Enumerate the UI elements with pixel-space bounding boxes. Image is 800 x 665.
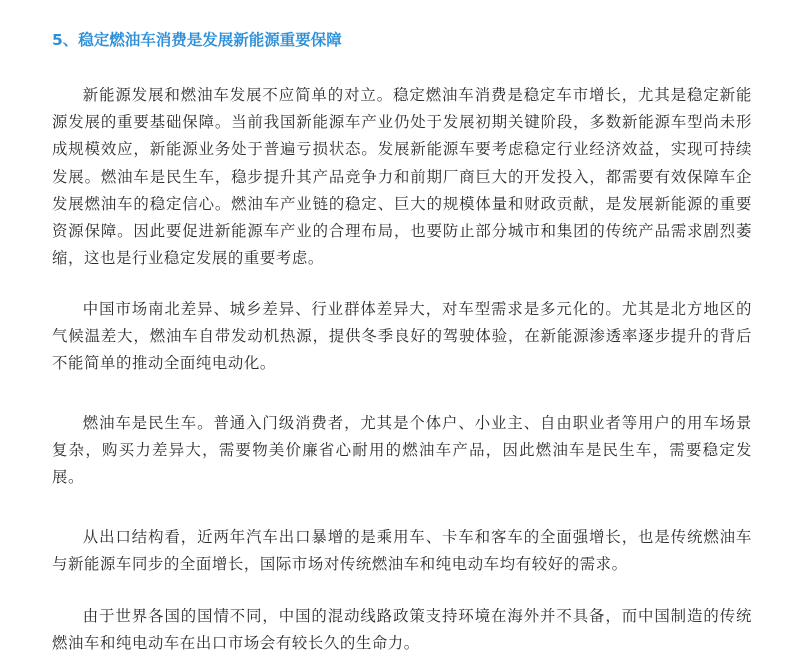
paragraph-people-car: 燃油车是民生车。普通入门级消费者，尤其是个体户、小业主、自由职业者等用户的用车场景复杂，购买力差异大，需要物美价廉省心耐用的燃油车产品，因此燃油车是民生车，需要稳定发展。 (52, 414, 752, 487)
section-heading: 5、稳定燃油车消费是发展新能源重要保障 (52, 31, 342, 49)
paragraph-regional-differences: 中国市场南北差异、城乡差异、行业群体差异大，对车型需求是多元化的。尤其是北方地区的气候温差大，燃油车自带发动机热源，提供冬季良好的驾驶体验，在新能源渗透率逐步提升的背后不能简单的推动全面纯电动化。 (52, 300, 752, 373)
paragraph-export-structure: 从出口结构看，近两年汽车出口暴增的是乘用车、卡车和客车的全面强增长，也是传统燃油车与新能源车同步的全面增长，国际市场对传统燃油车和纯电动车均有较好的需求。 (52, 528, 752, 574)
paragraph-fuel-vs-new-energy: 新能源发展和燃油车发展不应简单的对立。稳定燃油车消费是稳定车市增长，尤其是稳定新能源发展的重要基础保障。当前我国新能源车产业仍处于发展初期关键阶段，多数新能源车型尚未形成规模效应，新能源业务处于普遍亏损状态。发展新能源车要考虑稳定行业经济效益，实现可持续发展。燃油车是民生车，稳步提升其产品竞争力和前期厂商巨大的开发投入，都需要有效保障车企发展燃油车的稳定信心。燃油车产业链的稳定、巨大的规模体量和财政贡献，是发展新能源的重要资源保障。因此要促进新能源车产业的合理布局，也要防止部分城市和集团的传统产品需求剧烈萎缩，这也是行业稳定发展的重要考虑。 (52, 86, 752, 268)
paragraph-overseas-market: 由于世界各国的国情不同，中国的混动线路政策支持环境在海外并不具备，而中国制造的传统燃油车和纯电动车在出口市场会有较长久的生命力。 (52, 607, 752, 653)
